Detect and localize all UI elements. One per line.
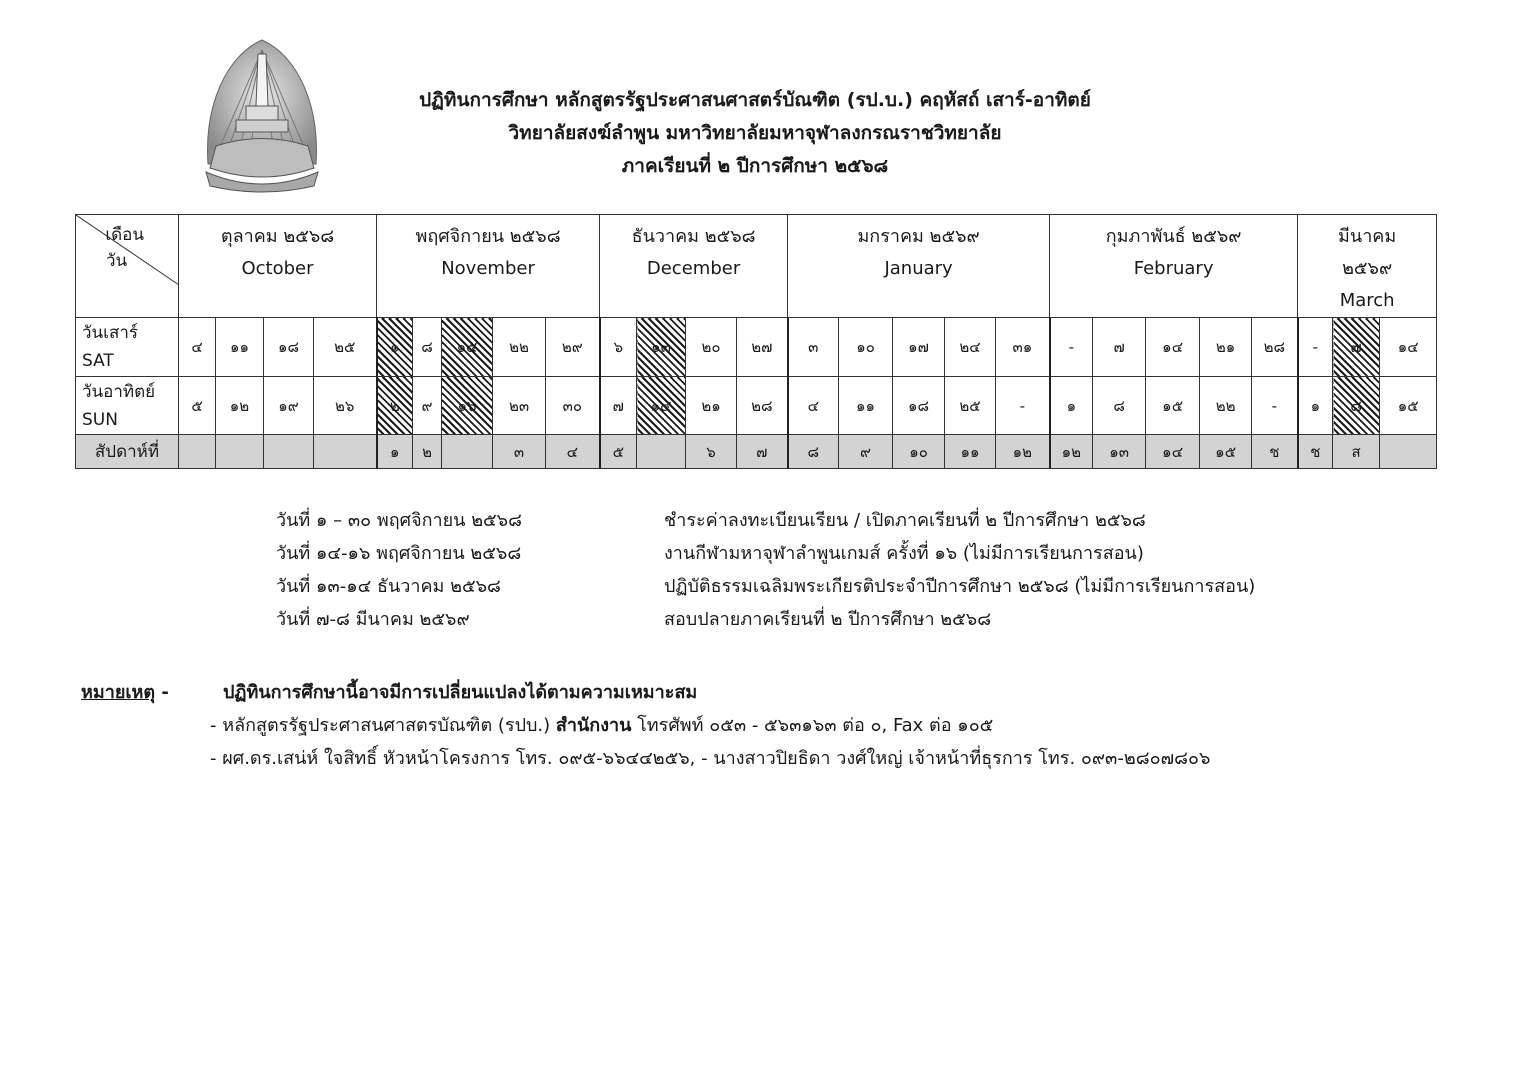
calendar-title: ปฏิทินการศึกษา หลักสูตรรัฐประศาสนศาสตร์บัณฑิต (รป.บ.) คฤหัสถ์ เสาร์-อาทิตย์ [419,89,1091,111]
remark-label: หมายเหตุ [81,682,156,703]
saturday-date-cell: ๖ [600,318,637,377]
month-header-row [76,215,1437,318]
saturday-date-cell: ๑๗ [893,318,945,377]
month-thai-november: พฤศจิกายน ๒๕๖๘ [415,226,561,247]
sunday-date-cell: ๒๒ [1200,377,1252,435]
event-descriptions-list [664,504,1255,636]
saturday-date-cell: ๑๘ [264,318,314,377]
contact-office-phone: โทรศัพท์ ๐๕๓ - ๕๖๓๑๖๓ ต่อ ๐, Fax ต่อ ๑๐๕ [631,715,994,736]
week-number-cell: ๖ [686,435,737,469]
week-number-cell: ๓ [493,435,546,469]
saturday-date-cell: ๑๔ [1380,318,1437,377]
saturday-date-cell: ๑ [377,318,413,377]
week-number-cell [442,435,493,469]
sunday-row [76,377,1437,435]
saturday-date-cell: - [1050,318,1093,377]
month-eng-january: January [884,258,953,279]
saturday-date-cell: ๗ [1333,318,1380,377]
month-eng-march: March [1339,290,1395,311]
day-corner-label: วัน [106,251,128,271]
contact-office-program: - หลักสูตรรัฐประศาสนศาสตรบัณฑิต (รปบ.) [210,715,556,736]
month-thai-december: ธันวาคม ๒๕๖๘ [631,226,756,247]
sunday-date-cell: ๒๘ [737,377,788,435]
week-number-cell [179,435,216,469]
saturday-date-cell: ๒๐ [686,318,737,377]
saturday-date-cell: ๒๑ [1200,318,1252,377]
sunday-date-cell: ๑๙ [264,377,314,435]
week-number-cell: ๑ [377,435,413,469]
month-header-october [179,215,377,318]
saturday-date-cell: ๒๙ [546,318,600,377]
week-number-cell: ๗ [737,435,788,469]
week-number-cell: ๑๕ [1200,435,1252,469]
saturday-date-cell: ๒๕ [314,318,377,377]
saturday-date-cell: ๓๑ [996,318,1050,377]
sunday-date-cell: ๑๑ [839,377,893,435]
sunday-date-cell: ๒๖ [314,377,377,435]
week-number-row [76,435,1437,469]
saturday-date-cell: ๔ [179,318,216,377]
college-name: วิทยาลัยสงฆ์ลำพูน มหาวิทยาลัยมหาจุฬาลงกรณราชวิทยาลัย [508,122,1002,144]
event-date: วันที่ ๑๓-๑๔ ธันวาคม ๒๕๖๘ [276,576,501,597]
sunday-date-cell: ๑ [1050,377,1093,435]
university-emblem-logo [196,36,328,196]
month-header-february [1050,215,1298,318]
remark-title: ปฏิทินการศึกษานี้อาจมีการเปลี่ยนแปลงได้ตามความเหมาะสม [223,682,698,703]
saturday-date-cell: ๒๘ [1252,318,1298,377]
month-eng-december: December [646,258,741,279]
sunday-date-cell: ๗ [600,377,637,435]
month-header-january [788,215,1050,318]
sunday-date-cell: - [1252,377,1298,435]
week-number-cell: ๒ [413,435,442,469]
saturday-date-cell: ๒๗ [737,318,788,377]
week-label-cell: สัปดาห์ที่ [76,435,179,469]
sunday-date-cell: ๑๔ [637,377,686,435]
saturday-date-cell: ๑๓ [637,318,686,377]
event-description: ปฏิบัติธรรมเฉลิมพระเกียรติประจำปีการศึกษา ๒๕๖๘ (ไม่มีการเรียนการสอน) [664,576,1256,597]
saturday-eng-label: SAT [82,351,114,371]
month-eng-november: November [441,258,535,279]
week-number-cell: ๑๑ [945,435,996,469]
sunday-date-cell: ๑๒ [216,377,264,435]
week-number-cell [314,435,377,469]
saturday-date-cell: ๘ [413,318,442,377]
remark-dash: - [155,682,169,703]
sunday-label-cell [76,377,179,435]
saturday-date-cell: ๒๔ [945,318,996,377]
event-description: สอบปลายภาคเรียนที่ ๒ ปีการศึกษา ๒๕๖๘ [664,609,992,630]
sunday-date-cell: ๘ [1333,377,1380,435]
event-description: ชำระค่าลงทะเบียนเรียน / เปิดภาคเรียนที่ ๒ ปีการศึกษา ๒๕๖๘ [664,510,1146,531]
sunday-date-cell: ๑๖ [442,377,493,435]
sunday-date-cell: ๘ [1093,377,1146,435]
saturday-date-cell: ๑๑ [216,318,264,377]
saturday-date-cell: ๑๔ [1146,318,1200,377]
month-thai-february: กุมภาพันธ์ ๒๕๖๙ [1105,226,1242,247]
saturday-date-cell: ๗ [1093,318,1146,377]
remark-section [81,676,698,709]
sunday-date-cell: ๓๐ [546,377,600,435]
sunday-date-cell: ๑๘ [893,377,945,435]
week-number-cell [216,435,264,469]
contact-persons: - ผศ.ดร.เสน่ห์ ใจสิทธิ์ หัวหน้าโครงการ โทร. ๐๙๕-๖๖๔๔๒๕๖, - นางสาวปิยธิดา วงศ์ใหญ่ เจ้าหน้าที่ธุรการ โทร. ๐๙๓-๒๘๐๗๘๐๖ [210,748,1211,769]
week-number-cell: ๑๒ [1050,435,1093,469]
week-number-cell: ๑๐ [893,435,945,469]
month-day-corner-cell [76,215,179,318]
month-eng-february: February [1133,258,1214,279]
event-description: งานกีฬามหาจุฬาลำพูนเกมส์ ครั้งที่ ๑๖ (ไม่มีการเรียนการสอน) [664,543,1144,564]
sunday-date-cell: ๕ [179,377,216,435]
sunday-date-cell: ๒๑ [686,377,737,435]
week-number-cell: ช [1252,435,1298,469]
week-number-cell [637,435,686,469]
event-date: วันที่ ๗-๘ มีนาคม ๒๕๖๙ [276,609,470,630]
sunday-eng-label: SUN [82,409,118,430]
month-year-march: ๒๕๖๙ [1342,258,1393,279]
saturday-date-cell: - [1298,318,1333,377]
week-number-cell: ๘ [788,435,839,469]
week-number-cell [1380,435,1437,469]
event-date: วันที่ ๑ – ๓๐ พฤศจิกายน ๒๕๖๘ [276,510,522,531]
saturday-date-cell: ๑๐ [839,318,893,377]
sunday-date-cell: ๔ [788,377,839,435]
week-number-cell: ๑๔ [1146,435,1200,469]
contact-office-label: สำนักงาน [555,715,632,736]
week-number-cell: ๑๒ [996,435,1050,469]
sunday-date-cell: ๒ [377,377,413,435]
week-number-cell: ๑๓ [1093,435,1146,469]
week-number-cell: ๔ [546,435,600,469]
saturday-date-cell: ๒๒ [493,318,546,377]
sunday-date-cell: ๑๕ [1380,377,1437,435]
saturday-row [76,318,1437,377]
week-number-cell: ช [1298,435,1333,469]
saturday-label-cell [76,318,179,377]
sunday-thai-label: วันอาทิตย์ [82,381,156,402]
week-number-cell: ส [1333,435,1380,469]
month-eng-october: October [241,258,314,279]
contact-office [210,709,993,742]
semester-title: ภาคเรียนที่ ๒ ปีการศึกษา ๒๕๖๘ [621,155,889,177]
sunday-date-cell: ๑๕ [1146,377,1200,435]
saturday-date-cell: ๑๕ [442,318,493,377]
month-header-december [600,215,788,318]
event-dates-list [276,504,522,636]
sunday-date-cell: ๒๓ [493,377,546,435]
month-corner-label: เดือน [105,225,144,245]
month-thai-march: มีนาคม [1338,226,1397,247]
saturday-thai-label: วันเสาร์ [82,323,139,343]
sunday-date-cell: ๒๕ [945,377,996,435]
academic-calendar-table [75,214,1437,469]
month-header-november [377,215,600,318]
month-thai-january: มกราคม ๒๕๖๙ [857,226,980,247]
saturday-date-cell: ๓ [788,318,839,377]
event-date: วันที่ ๑๔-๑๖ พฤศจิกายน ๒๕๖๘ [276,543,522,564]
month-header-march [1298,215,1437,318]
week-number-cell: ๙ [839,435,893,469]
month-thai-october: ตุลาคม ๒๕๖๘ [220,226,335,247]
week-number-cell: ๕ [600,435,637,469]
sunday-date-cell: - [996,377,1050,435]
sunday-date-cell: ๑ [1298,377,1333,435]
sunday-date-cell: ๙ [413,377,442,435]
week-number-cell [264,435,314,469]
